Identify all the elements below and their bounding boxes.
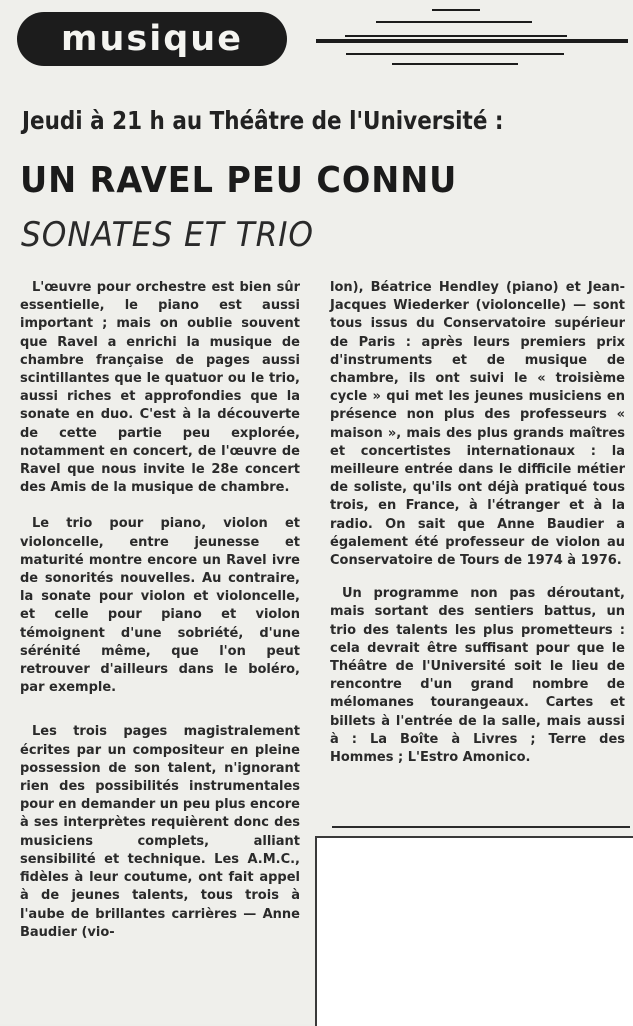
article-column-right xyxy=(330,279,625,767)
paragraph: Les trois pages magistralement écrites par un compositeur en pleine possession de son talent, n'ignorant rien des possibilités instrumentales pour en demander un peu plus encore à ses interprètes requièrent donc des musiciens complets, alliant sensibilité et technique. Les A.M.C., fidèles à leur coutume, ont fait appel à de jeunes talents, tous trois à l'aube de brillantes carrières — Anne Baudier (vio- xyxy=(20,724,300,940)
headline: UN RAVEL PEU CONNU xyxy=(20,160,458,201)
subheadline: SONATES ET TRIO xyxy=(21,215,314,255)
article-column-left xyxy=(20,279,300,942)
blank-area xyxy=(315,836,633,1026)
paragraph: Un programme non pas déroutant, mais sortant des sentiers battus, un trio des talents les plus prometteurs : cela devrait être suffisant pour que le Théâtre de l'Université soit le lieu de rencontre d'un grand nombre de mélomanes tourangeaux. Cartes et billets à l'entrée de la salle, mais aussi à : La Boîte à Livres ; Terre des Hommes ; L'Estro Amonico. xyxy=(330,586,625,766)
paragraph: Le trio pour piano, violon et violoncelle, entre jeunesse et maturité montre encore un Ravel ivre de sonorités nouvelles. Au contraire, la sonate pour violon et violoncelle, et celle pour piano et violon témoignent d'une sobriété, d'une sérénité même, que l'on peut retrouver d'ailleurs dans le boléro, par exemple. xyxy=(20,516,300,696)
paragraph: L'œuvre pour orchestre est bien sûr essentielle, le piano est aussi important ; mais on oublie souvent que Ravel a enrichi la musique de chambre française de pages aussi scintillantes que le quatuor ou le trio, aussi riches et approfondies que la sonate en duo. C'est à la découverte de cette partie peu explorée, notamment en concert, de l'œuvre de Ravel que nous invite le 28e concert des Amis de la musique de chambre. xyxy=(20,280,300,496)
article-end-rule xyxy=(332,826,630,828)
section-badge: musique xyxy=(17,12,287,66)
paragraph: lon), Béatrice Hendley (piano) et Jean-Jacques Wiederker (violoncelle) — sont tous issus du Conservatoire supérieur de Paris : après leurs premiers prix d'instruments et de musique de chambre, ils ont suivi le « troisième cycle » qui met les jeunes musiciens en présence non plus des professeurs « maison », mais des plus grands maîtres et concertistes internationaux : la meilleure entrée dans le difficile métier de soliste, qu'ils ont déjà pratiqué tous trois, en France, à l'étranger et à la radio. On sait que Anne Baudier a également été professeur de violon au Conservatoire de Tours de 1974 à 1976. xyxy=(330,280,625,569)
kicker-heading: Jeudi à 21 h au Théâtre de l'Université : xyxy=(22,106,504,135)
